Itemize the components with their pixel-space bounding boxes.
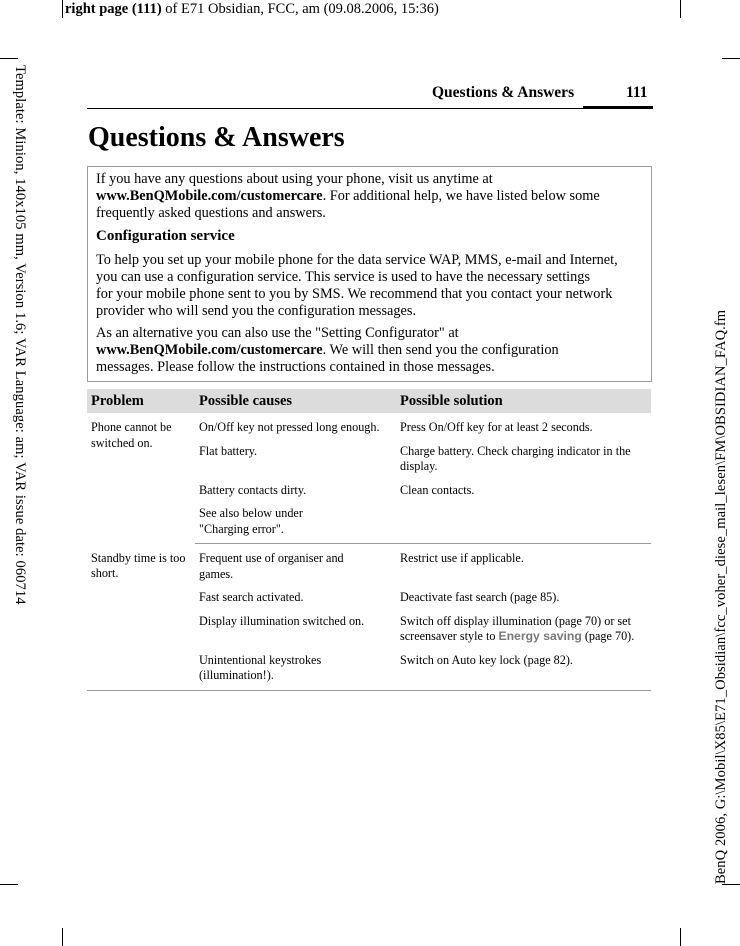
crop-mark [680, 928, 681, 946]
problem-cell: Standby time is too short. [87, 544, 195, 691]
solution-cell: Deactivate fast search (page 85). [400, 590, 560, 604]
solution-cell [396, 506, 651, 544]
solution-text: Switch off display illumination (page 70) or set screensaver style to [400, 613, 631, 643]
customercare-link[interactable]: www.BenQMobile.com/customercare [96, 188, 323, 204]
config-text: for your mobile phone sent to you by SMS. We recommend that you contact your network [96, 286, 613, 302]
header-problem: Problem [87, 389, 195, 413]
cause-cell: On/Off key not pressed long enough. [199, 420, 380, 434]
right-margin-file-path: BenQ 2006, G:\Mobil\X85\E71_Obsidian\fcc_voher_diese_mail_lesen\FM\OBSIDIAN_FAQ.fm [713, 309, 729, 884]
cause-cell: Flat battery. [199, 443, 258, 458]
solution-cell: Press On/Off key for at least 2 seconds. [400, 420, 593, 434]
print-info-page: right page (111) [65, 1, 162, 17]
faq-table [87, 389, 651, 691]
problem-cell: Phone cannot be switched on. [91, 420, 172, 450]
crop-mark [722, 58, 740, 59]
cause-cell: See also below under "Charging error". [195, 506, 396, 544]
running-header-section: Questions & Answers [432, 84, 575, 101]
print-info-details: of E71 Obsidian, FCC, am (09.08.2006, 15:36) [161, 1, 439, 17]
header-rule-accent [583, 106, 653, 109]
header-rule [87, 108, 653, 109]
cause-cell: Battery contacts dirty. [199, 482, 307, 497]
header-solution: Possible solution [396, 389, 651, 413]
print-info-line [65, 1, 439, 18]
cause-cell: Frequent use of organiser and games. [199, 551, 344, 581]
page-title: Questions & Answers [88, 122, 345, 153]
cause-cell: Unintentional keystrokes (illumination!). [195, 653, 396, 691]
solution-cell: Restrict use if applicable. [400, 551, 524, 565]
solution-cell: Clean contacts. [400, 482, 475, 497]
config-heading: Configuration service [96, 228, 235, 244]
solution-cell [396, 614, 651, 653]
intro-line: If you have any questions about using your phone, visit us anytime at [96, 171, 493, 187]
alt-text-rest: . We will then send you the configuration [322, 342, 559, 358]
solution-cell: Charge battery. Check charging indicator in the display. [400, 443, 631, 473]
table-row [87, 544, 651, 591]
crop-mark [722, 884, 740, 885]
table-header-row [87, 389, 651, 413]
crop-mark [0, 58, 18, 59]
config-text: To help you set up your mobile phone for the data service WAP, MMS, e-mail and Internet, [96, 252, 618, 268]
intro-line: frequently asked questions and answers. [96, 205, 326, 221]
table-row [87, 413, 651, 444]
alt-text [96, 342, 646, 359]
cause-cell: Display illumination switched on. [199, 613, 365, 628]
alt-text: As an alternative you can also use the "Setting Configurator" at [96, 325, 459, 341]
config-text: you can use a configuration service. This service is used to have the necessary settings [96, 269, 591, 285]
customercare-link[interactable]: www.BenQMobile.com/customercare [96, 342, 323, 358]
crop-mark [62, 928, 63, 946]
crop-mark [680, 0, 681, 18]
crop-mark [0, 884, 18, 885]
header-causes: Possible causes [195, 389, 396, 413]
left-margin-template-info: Template: Minion, 140x105 mm, Version 1.6; VAR Language: am; VAR issue date: 060714 [12, 65, 28, 605]
intro-line [96, 188, 646, 205]
running-header-page-number: 111 [626, 84, 648, 101]
intro-text: . For additional help, we have listed below some [322, 188, 600, 204]
alt-text: messages. Please follow the instructions contained in those messages. [96, 359, 495, 375]
crop-mark [62, 0, 63, 18]
config-text: provider who will send you the configuration messages. [96, 303, 417, 319]
energy-saving-term: Energy saving [498, 629, 582, 643]
solution-cell: Switch on Auto key lock (page 82). [396, 653, 651, 691]
intro-box [87, 166, 652, 382]
solution-text: (page 70). [581, 629, 635, 643]
cause-cell: Fast search activated. [199, 590, 304, 604]
